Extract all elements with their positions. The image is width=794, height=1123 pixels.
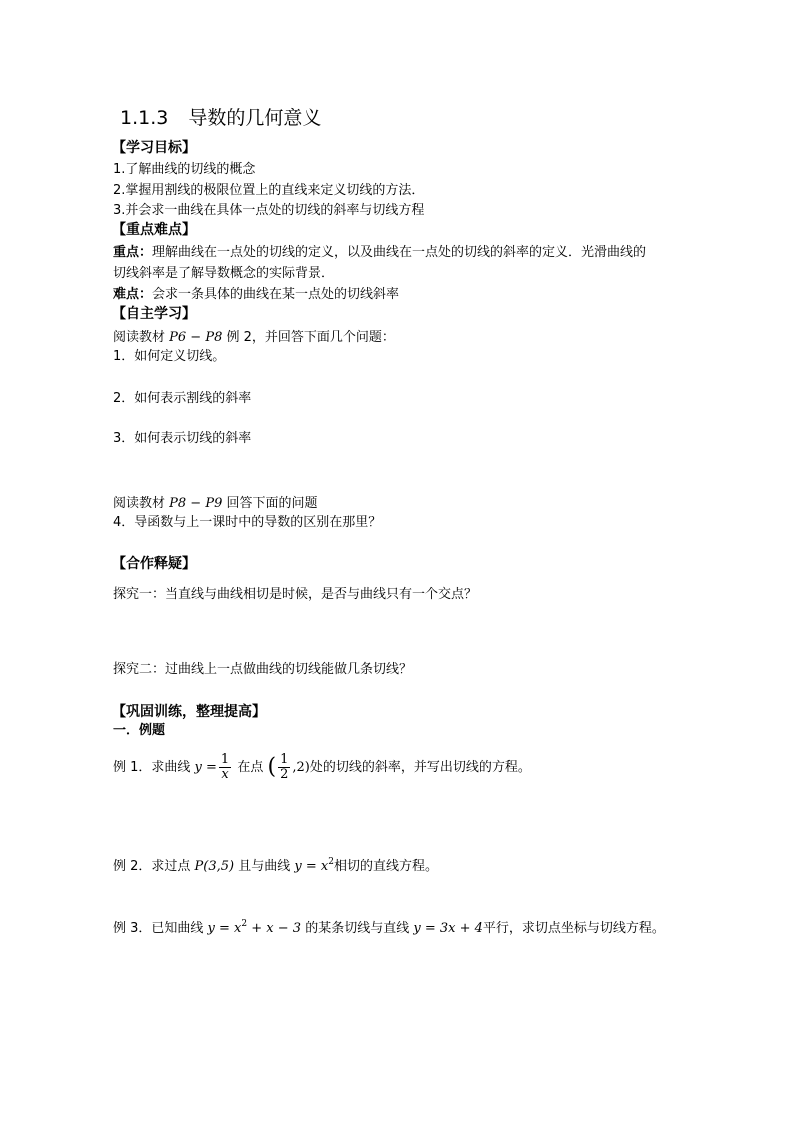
explore-1: 探究一：当直线与曲线相切是时候，是否与曲线只有一个交点？: [113, 587, 478, 602]
focus-label: 重点：: [113, 245, 153, 260]
question-3: 3．如何表示切线的斜率: [113, 431, 252, 446]
section-practice-heading: 【巩固训练，整理提高】: [112, 704, 266, 720]
focus-line-2: 切线斜率是了解导数概念的实际背景．: [113, 266, 335, 281]
section-key-heading: 【重点难点】: [112, 222, 196, 238]
ex1-denominator: x: [221, 767, 229, 782]
title-text: 导数的几何意义: [188, 107, 322, 129]
ex1-point-fraction: [278, 753, 290, 782]
question-2: 2．如何表示割线的斜率: [113, 391, 252, 406]
goal-1: 1.了解曲线的切线的概念: [113, 162, 256, 177]
goal-3: 3.并会求一曲线在具体一点处的切线的斜率与切线方程: [113, 203, 425, 218]
read1-pre: 阅读教材: [113, 330, 166, 345]
question-4: 4．导函数与上一课时中的导数的区别在那里？: [113, 515, 382, 530]
read2-pages: P8 − P9: [169, 496, 223, 511]
ex1-fraction: [219, 753, 231, 782]
focus-text: 理解曲线在一点处的切线的定义，以及曲线在一点处的切线的斜率的定义．光滑曲线的: [152, 245, 647, 260]
section-goals-heading: 【学习目标】: [112, 140, 196, 156]
example-1: [113, 753, 531, 785]
ex1-pre: 例 1．求曲线: [113, 760, 191, 775]
ex3-exponent: 2: [241, 919, 248, 929]
ex3-curve-b: + x − 3: [247, 921, 302, 936]
ex2-post: 相切的直线方程。: [334, 859, 439, 874]
ex1-eq: y =: [194, 760, 217, 775]
section-self-heading: 【自主学习】: [112, 306, 196, 322]
practice-subheading: 一．例题: [113, 723, 166, 738]
read2-pre: 阅读教材: [113, 496, 166, 511]
ex1-post: 处的切线的斜率，并写出切线的方程。: [309, 760, 531, 775]
ex2-curve: y = x: [294, 859, 329, 874]
ex2-point: P(3,5): [194, 859, 235, 874]
ex2-mid: 且与曲线: [238, 859, 291, 874]
ex3-curve-a: y = x: [207, 921, 242, 936]
goal-2: 2.掌握用割线的极限位置上的直线来定义切线的方法．: [113, 183, 425, 198]
title-number: 1.1.3: [120, 107, 169, 129]
focus-line-1: [113, 245, 646, 261]
read1-post: 例 2，并回答下面几个问题：: [226, 330, 395, 345]
page-title: [120, 106, 321, 130]
read2-post: 回答下面的问题: [226, 496, 318, 511]
ex1-mid: 在点: [237, 760, 264, 775]
read-instruction-1: [113, 330, 395, 346]
ex3-post: 平行，求切点坐标与切线方程。: [482, 921, 665, 936]
read-instruction-2: [113, 496, 318, 512]
ex3-mid: 的某条切线与直线: [305, 921, 410, 936]
example-2: [113, 859, 438, 875]
read1-pages: P6 − P8: [169, 330, 223, 345]
ex1-paren: (: [267, 754, 277, 780]
explore-2: 探究二：过曲线上一点做曲线的切线能做几条切线？: [113, 662, 413, 677]
ex1-point-rest: ,2): [292, 760, 310, 775]
ex1-numerator: 1: [220, 752, 230, 767]
difficulty-label: 难点：: [113, 287, 153, 302]
question-1: 1．如何定义切线。: [113, 349, 226, 364]
example-3: [113, 921, 665, 937]
ex1-point-numerator: 1: [280, 752, 289, 767]
difficulty-text: 会求一条具体的曲线在某一点处的切线斜率: [152, 287, 400, 302]
ex2-exponent: 2: [328, 857, 334, 867]
difficulty-line: [113, 287, 399, 303]
section-coop-heading: 【合作释疑】: [112, 556, 196, 572]
ex2-pre: 例 2．求过点: [113, 859, 191, 874]
ex1-point-denominator: 2: [280, 767, 289, 782]
ex3-line: y = 3x + 4: [413, 921, 483, 936]
ex3-pre: 例 3．已知曲线: [113, 921, 204, 936]
